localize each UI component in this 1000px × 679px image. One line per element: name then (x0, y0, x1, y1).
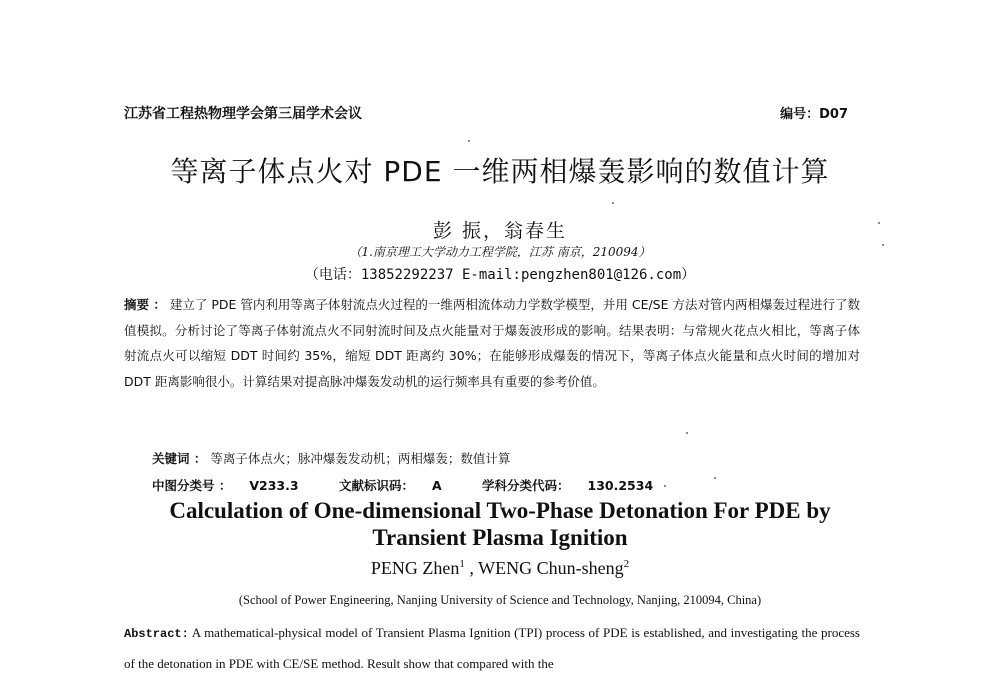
scan-speck (664, 485, 666, 487)
scan-speck (612, 202, 614, 204)
chinese-authors: 彭 振，翁春生 (432, 220, 568, 242)
scan-speck (686, 432, 688, 434)
english-authors (0, 558, 1000, 579)
clc-value: V233.3 (249, 478, 299, 493)
doc-code-label: 文献标识码： (338, 478, 414, 493)
english-title-line-1: Calculation of One-dimensional Two-Phase Detonation For PDE by (169, 498, 831, 523)
author-2-affiliation-mark: 2 (623, 558, 630, 570)
keywords-label: 关键词 ： (152, 451, 207, 466)
author-contact: （电话：13852292237 E-mail:pengzhen801@126.com） (304, 267, 696, 283)
subject-code-label: 学科分类代码： (482, 478, 570, 493)
subject-code-field (482, 478, 671, 493)
subject-code-value: 130.2534 (587, 478, 654, 493)
chinese-abstract-label: 摘要 ： (124, 297, 166, 312)
scan-speck (468, 140, 470, 142)
english-title (0, 497, 1000, 551)
doc-code-value: A (431, 478, 442, 493)
chinese-abstract (124, 292, 860, 394)
author-2-name: WENG Chun-sheng (478, 558, 624, 578)
english-affiliation: (School of Power Engineering, Nanjing University of Science and Technology, Nanjing, 210094, China) (238, 593, 762, 607)
author-1-name: PENG Zhen (370, 558, 460, 578)
author-1-affiliation-mark: 1 (459, 558, 465, 570)
chinese-title: 等离子体点火对 PDE 一维两相爆轰影响的数值计算 (170, 155, 830, 188)
english-abstract-text: A mathematical-physical model of Transient Plasma Ignition (TPI) process of PDE is established, and investigating the process of the detonation in PDE with CE/SE method. Result show that compared with the (124, 625, 860, 671)
classification-row (152, 476, 689, 494)
scan-speck (878, 222, 880, 224)
scan-speck (714, 477, 716, 479)
chinese-abstract-text: 建立了 PDE 管内利用等离子体射流点火过程的一维两相流体动力学数学模型，并用 CE/SE 方法对管内两相爆轰过程进行了数值模拟。分析讨论了等离子体射流点火不同射流时间及点火能量对于爆轰波形成的影响。结果表明：与常规火花点火相比，等离子体射流点火可以缩短 DDT 时间约 35%，缩短 DDT 距离约 30%；在能够形成爆轰的情况下，等离子体点火能量和点火时间的增加对 DDT 距离影响很小。计算结果对提高脉冲爆轰发动机的运行频率具有重要的参考价值。 (124, 297, 860, 389)
english-abstract (124, 618, 860, 679)
author-separator: , (464, 558, 479, 578)
document-number: 编号：D07 (780, 107, 848, 122)
conference-name: 江苏省工程热物理学会第三届学术会议 (124, 106, 362, 122)
clc-label: 中图分类号 ： (152, 478, 232, 493)
scan-speck (882, 244, 884, 246)
english-title-line-2: Transient Plasma Ignition (372, 525, 628, 550)
keywords-text: 等离子体点火；脉冲爆轰发动机；两相爆轰；数值计算 (210, 451, 511, 466)
chinese-keywords (152, 449, 510, 467)
doc-code-field (339, 478, 460, 493)
chinese-affiliation: （1.南京理工大学动力工程学院，江苏 南京，210094） (349, 245, 651, 259)
clc-field (152, 478, 317, 493)
english-abstract-label: Abstract: (124, 627, 189, 641)
